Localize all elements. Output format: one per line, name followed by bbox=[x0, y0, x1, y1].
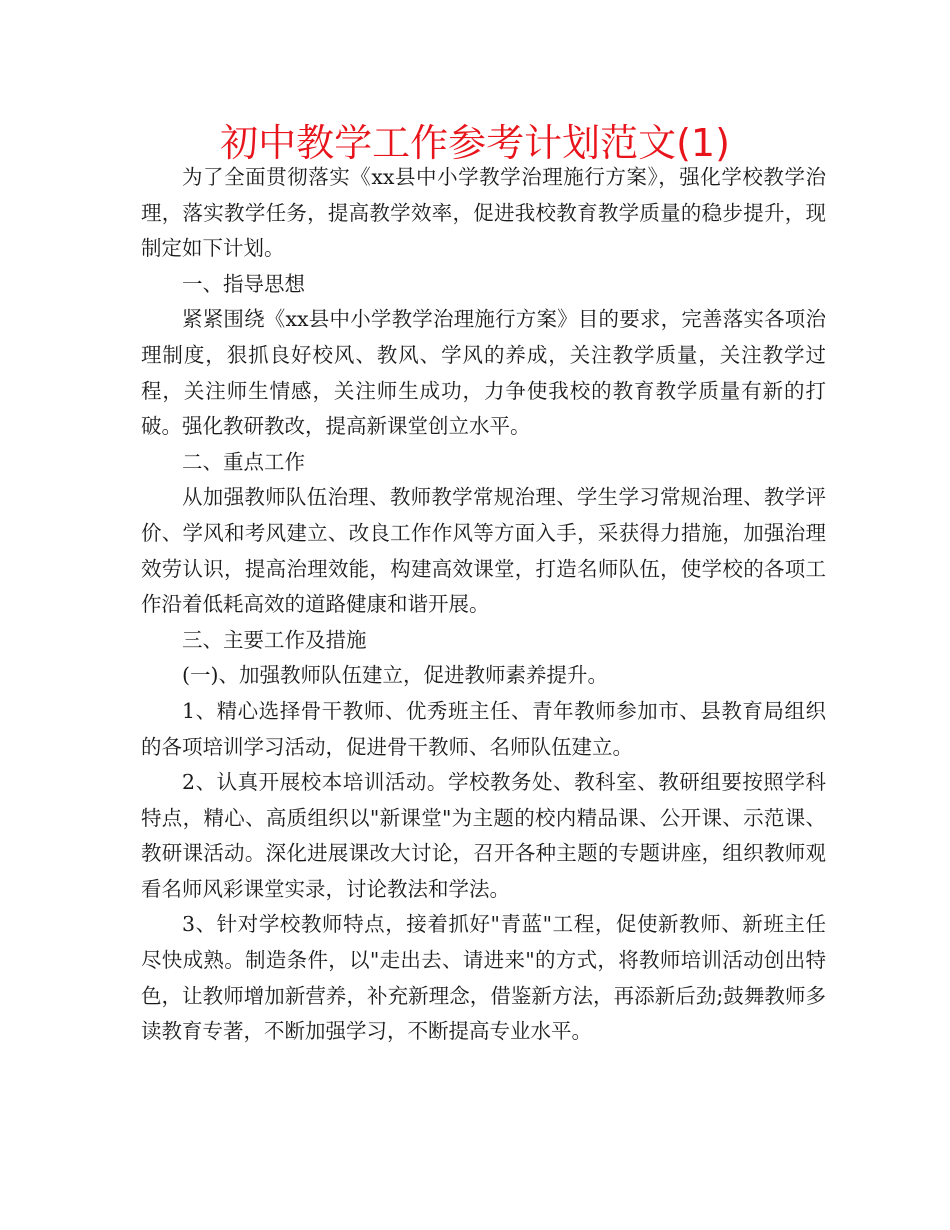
paragraph-intro: 为了全面贯彻落实《xx县中小学教学治理施行方案》，强化学校教学治理，落实教学任务，提高教学效率，促进我校教育教学质量的稳步提升，现制定如下计划。 bbox=[141, 165, 826, 261]
heading-key-work: 二、重点工作 bbox=[182, 449, 305, 474]
paragraph-guiding-ideology: 紧紧围绕《xx县中小学教学治理施行方案》目的要求，完善落实各项治理制度，狠抓良好校风、教风、学风的养成，关注教学质量，关注教学过程，关注师生情感，关注师生成功，力争使我校的教育教学质量有新的打破。强化教研教改，提高新课堂创立水平。 bbox=[141, 307, 826, 439]
paragraph-key-work: 从加强教师队伍治理、教师教学常规治理、学生学习常规治理、教学评价、学风和考风建立、改良工作作风等方面入手，采获得力措施，加强治理效劳认识，提高治理效能，构建高效课堂，打造名师队伍，使学校的各项工作沿着低耗高效的道路健康和谐开展。 bbox=[141, 485, 826, 617]
heading-guiding-ideology: 一、指导思想 bbox=[182, 271, 305, 296]
paragraph-item-1: 1、精心选择骨干教师、优秀班主任、青年教师参加市、县教育局组织的各项培训学习活动，促进骨干教师、名师队伍建立。 bbox=[141, 698, 826, 759]
subheading-teacher-team: (一)、加强教师队伍建立，促进教师素养提升。 bbox=[182, 663, 608, 688]
heading-main-work-measures: 三、主要工作及措施 bbox=[182, 627, 367, 652]
document-title: 初中教学工作参考计划范文(1) bbox=[220, 121, 730, 165]
document-body bbox=[141, 160, 826, 1050]
paragraph-item-2: 2、认真开展校本培训活动。学校教务处、教科室、教研组要按照学科特点，精心、高质组织以"新课堂"为主题的校内精品课、公开课、示范课、教研课活动。深化进展课改大讨论，召开各种主题的专题讲座，组织教师观看名师风彩课堂实录，讨论教法和学法。 bbox=[141, 770, 826, 901]
paragraph-item-3: 3、针对学校教师特点，接着抓好"青蓝"工程，促使新教师、新班主任尽快成熟。制造条件，以"走出去、请进来"的方式，将教师培训活动创出特色，让教师增加新营养，补充新理念，借鉴新方法，再添新后劲;鼓舞教师多读教育专著，不断加强学习，不断提高专业水平。 bbox=[141, 912, 826, 1044]
